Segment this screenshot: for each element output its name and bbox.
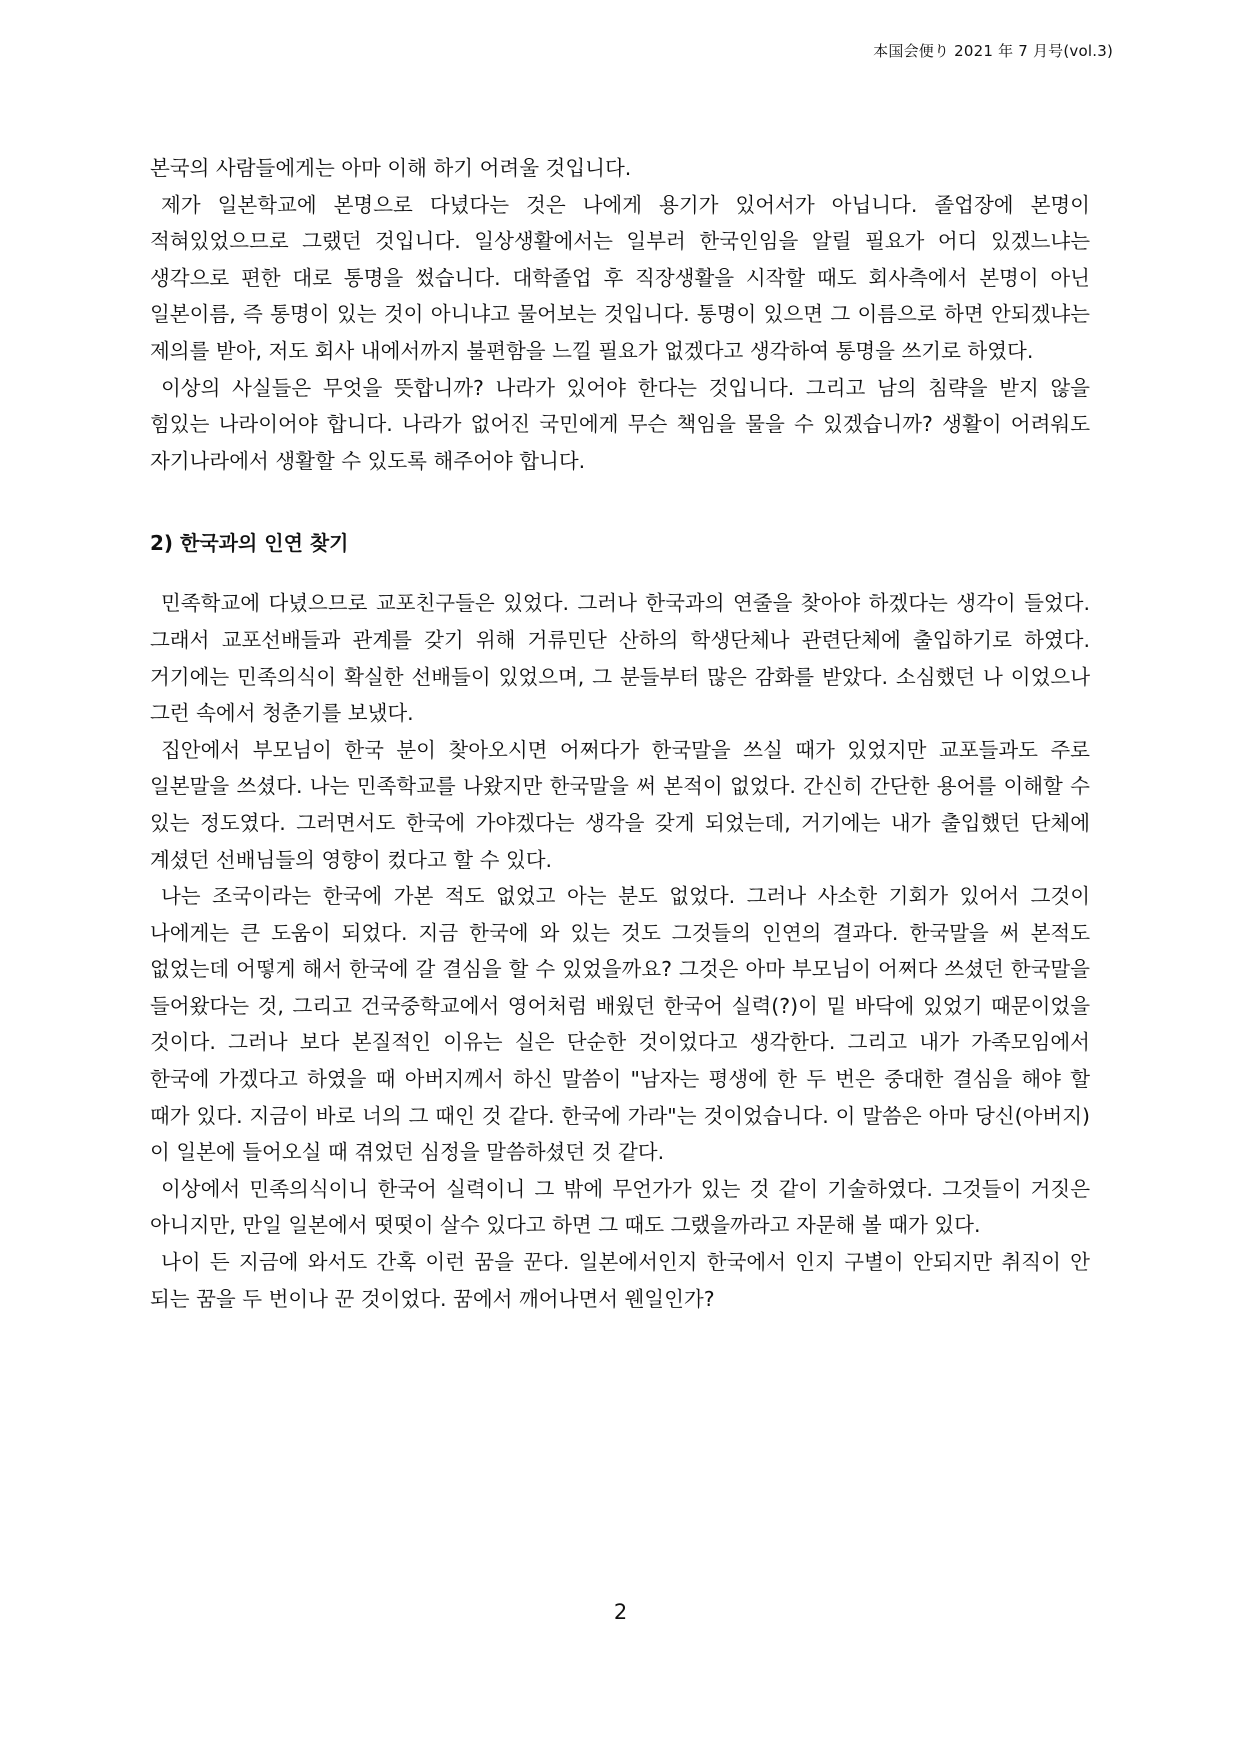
page-number: 2	[613, 1600, 628, 1624]
paragraph-homeland-decision: 나는 조국이라는 한국에 가본 적도 없었고 아는 분도 없었다. 그러나 사소한 기회가 있어서 그것이 나에게는 큰 도움이 되었다. 지금 한국에 와 있는 것도 그것들의 인연의 결과다. 한국말을 써 본적도 없었는데 어떻게 해서 한국에 갈 결심을 할 수 있었을까요? 그것은 아마 부모님이 어쩌다 쓰셨던 한국말을 들어왔다는 것, 그리고 건국중학교에서 영어처럼 배웠던 한국어 실력(?)이 밑 바닥에 있었기 때문이었을 것이다. 그러나 보다 본질적인 이유는 실은 단순한 것이었다고 생각한다. 그리고 내가 가족모임에서 한국에 가겠다고 하였을 때 아버지께서 하신 말씀이 "남자는 평생에 한 두 번은 중대한 결심을 해야 할 때가 있다. 지금이 바로 너의 그 때인 것 같다. 한국에 가라"는 것이었습니다. 이 말씀은 아마 당신(아버지)이 일본에 들어오실 때 겪었던 심정을 말씀하셨던 것 같다.	[150, 884, 1090, 1165]
paragraph-nation-meaning: 이상의 사실들은 무엇을 뜻합니까? 나라가 있어야 한다는 것입니다. 그리고 남의 침략을 받지 않을 힘있는 나라이어야 합니다. 나라가 없어진 국민에게 무슨 책임을 물을 수 있겠습니까? 생활이 어려워도 자기나라에서 생활할 수 있도록 해주어야 합니다.	[150, 375, 1090, 473]
paragraph-ethnic-school: 민족학교에 다녔으므로 교포친구들은 있었다. 그러나 한국과의 연줄을 찾아야 하겠다는 생각이 들었다. 그래서 교포선배들과 관계를 갖기 위해 거류민단 산하의 학생단체나 관련단체에 출입하기로 하였다. 거기에는 민족의식이 확실한 선배들이 있었으며, 그 분들부터 많은 감화를 받았다. 소심했던 나 이었으나 그런 속에서 청춘기를 보냈다.	[150, 591, 1090, 726]
article-body	[150, 150, 1090, 1317]
paragraph-real-name: 제가 일본학교에 본명으로 다녔다는 것은 나에게 용기가 있어서가 아닙니다. 졸업장에 본명이 적혀있었으므로 그랬던 것입니다. 일상생활에서는 일부러 한국인임을 알릴 필요가 어디 있겠느냐는 생각으로 편한 대로 통명을 썼습니다. 대학졸업 후 직장생활을 시작할 때도 회사측에서 본명이 아닌 일본이름, 즉 통명이 있는 것이 아니냐고 물어보는 것입니다. 통명이 있으면 그 이름으로 하면 안되겠냐는 제의를 받아, 저도 회사 내에서까지 불편함을 느낄 필요가 없겠다고 생각하여 통명을 쓰기로 하였다.	[150, 192, 1090, 363]
newsletter-header: 本国会便り 2021 年 7 月号(vol.3)	[873, 42, 1113, 60]
paragraph-dream: 나이 든 지금에 와서도 간혹 이런 꿈을 꾼다. 일본에서인지 한국에서 인지 구별이 안되지만 취직이 안 되는 꿈을 두 번이나 꾼 것이었다. 꿈에서 깨어나면서 웬일인가?	[150, 1250, 1090, 1311]
section-title: 2) 한국과의 인연 찾기	[150, 531, 349, 556]
paragraph-intro-line: 본국의 사람들에게는 아마 이해 하기 어려울 것입니다.	[150, 156, 632, 180]
paragraph-self-question: 이상에서 민족의식이니 한국어 실력이니 그 밖에 무언가가 있는 것 같이 기술하였다. 그것들이 거짓은 아니지만, 만일 일본에서 떳떳이 살수 있다고 하면 그 때도 그랬을까라고 자문해 볼 때가 있다.	[150, 1176, 1090, 1238]
paragraph-korean-language: 집안에서 부모님이 한국 분이 찾아오시면 어쩌다가 한국말을 쓰실 때가 있었지만 교포들과도 주로 일본말을 쓰셨다. 나는 민족학교를 나왔지만 한국말을 써 본적이 없었다. 간신히 간단한 용어를 이해할 수 있는 정도였다. 그러면서도 한국에 가야겠다는 생각을 갖게 되었는데, 거기에는 내가 출입했던 단체에 계셨던 선배님들의 영향이 컸다고 할 수 있다.	[150, 737, 1090, 872]
